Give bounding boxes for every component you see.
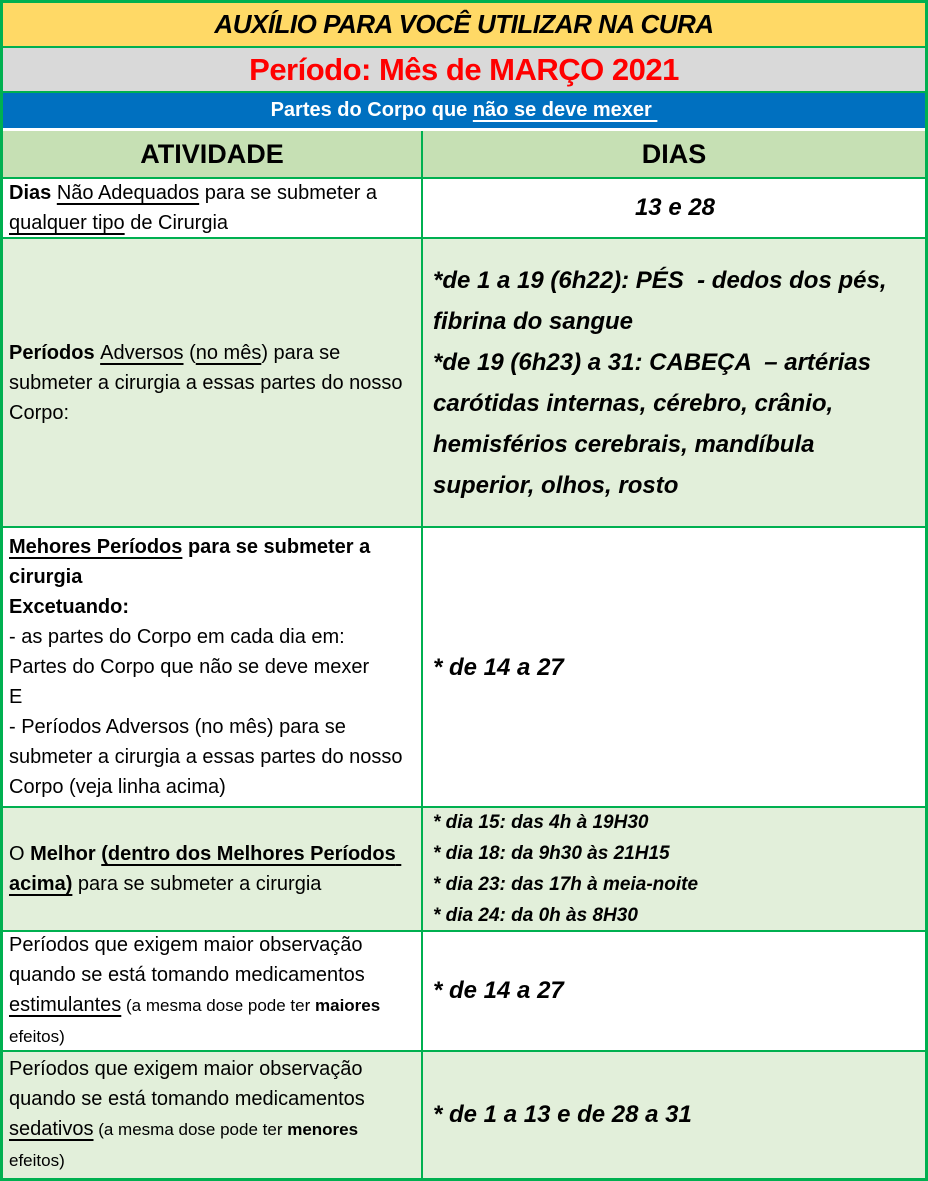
table-row-dias-nao-adequados	[3, 177, 925, 237]
column-header-dias: DIAS	[421, 131, 925, 177]
activity-cell: Mehores Períodos para se submeter a cirurgia Excetuando: - as partes do Corpo em cada dia em: Partes do Corpo que não se deve mexer E - Períodos Adversos (no mês) para se submeter a cirurgia a essas partes do nosso Corpo (veja linha acima)	[9, 536, 409, 799]
table-row-o-melhor	[3, 806, 925, 930]
days-cell: * de 1 a 13 e de 28 a 31	[421, 1052, 925, 1178]
table-row-melhores-periodos	[3, 526, 925, 806]
body-parts-subheader-text: Partes do Corpo que não se deve mexer	[270, 98, 658, 121]
activity-cell: Períodos que exigem maior observação quando se está tomando medicamentos estimulantes (a mesma dose pode ter maiores efeitos)	[9, 933, 385, 1046]
activity-cell: Períodos que exigem maior observação quando se está tomando medicamentos sedativos (a mesma dose pode ter menores efeitos)	[9, 1057, 371, 1170]
body-parts-subheader	[3, 91, 925, 131]
days-cell: *de 1 a 19 (6h22): PÉS - dedos dos pés, fibrina do sangue *de 19 (6h23) a 31: CABEÇA – artérias carótidas internas, cérebro, crânio, hemisférios cerebrais, mandíbula superior, olhos, rosto	[421, 239, 925, 526]
column-header-atividade: ATIVIDADE	[140, 138, 284, 169]
days-cell: * dia 15: das 4h à 19H30 * dia 18: da 9h30 às 21H15 * dia 23: das 17h à meia-noite * dia 24: da 0h às 8H30	[421, 808, 925, 930]
activity-cell: Períodos Adversos (no mês) para se submeter a cirurgia a essas partes do nosso Corpo:	[9, 341, 409, 424]
page-title-text: AUXÍLIO PARA VOCÊ UTILIZAR NA CURA	[214, 9, 714, 40]
activity-cell: O Melhor (dentro dos Melhores Períodos acima) para se submeter a cirurgia	[9, 842, 402, 895]
days-cell: * de 14 a 27	[421, 932, 925, 1050]
table-header-row	[3, 131, 925, 177]
page-title	[3, 3, 925, 46]
table-row-medicamentos-estimulantes	[3, 930, 925, 1050]
table-row-periodos-adversos	[3, 237, 925, 526]
table-row-medicamentos-sedativos	[3, 1050, 925, 1178]
days-cell: 13 e 28	[421, 179, 925, 237]
activity-cell: Dias Não Adequados para se submeter a qualquer tipo de Cirurgia	[9, 182, 383, 235]
period-header	[3, 46, 925, 90]
days-cell: * de 14 a 27	[421, 528, 925, 806]
period-header-text: Período: Mês de MARÇO 2021	[249, 51, 679, 87]
